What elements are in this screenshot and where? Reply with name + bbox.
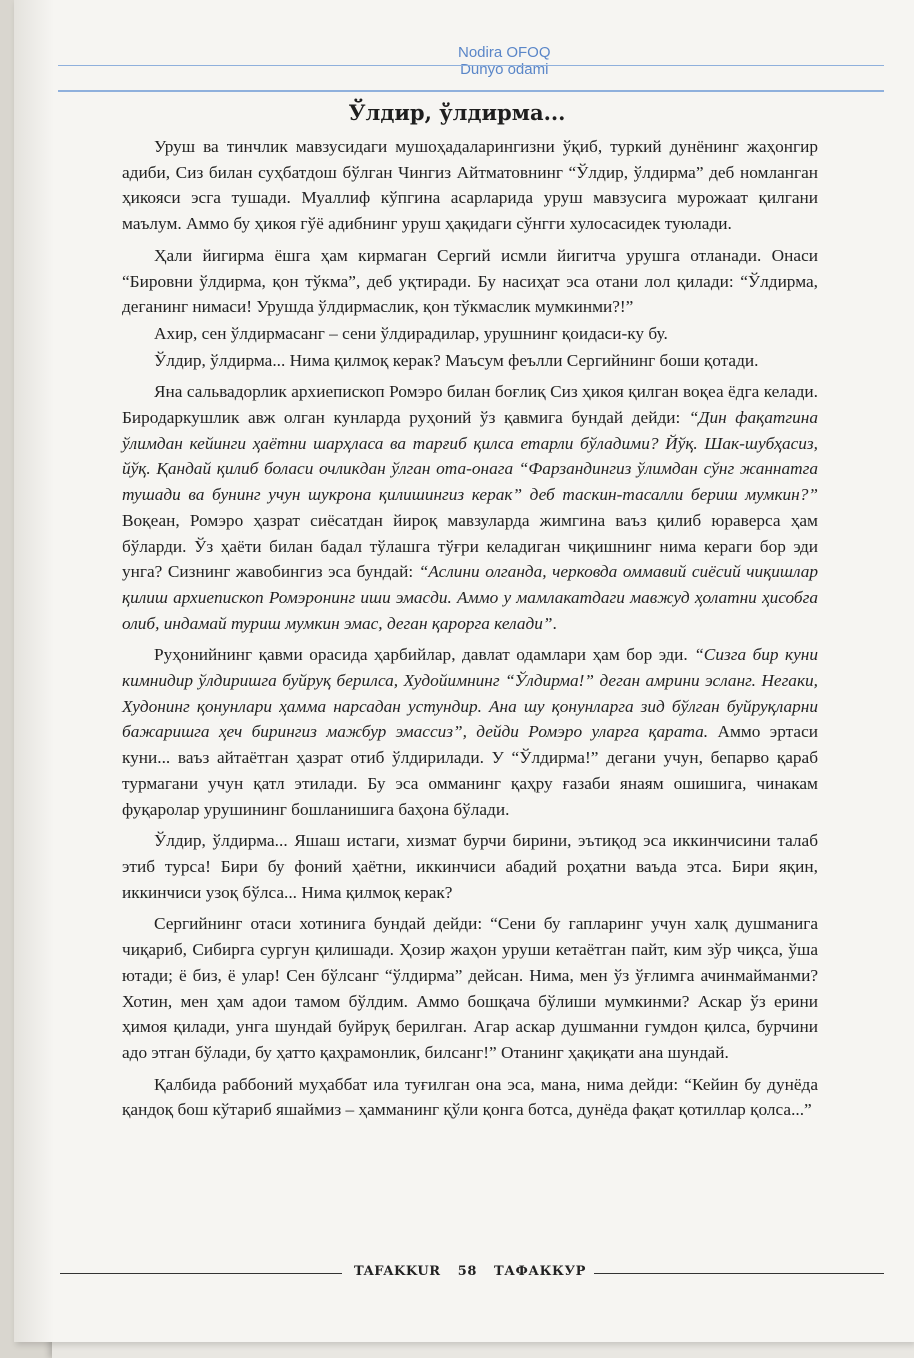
paragraph <box>122 642 818 822</box>
footer-rule-left <box>60 1273 342 1274</box>
footer-text <box>354 1264 586 1279</box>
paragraph <box>122 134 818 237</box>
header-section: Dunyo odami <box>460 61 549 78</box>
header-text <box>458 44 551 78</box>
body-text: Қалбида раббоний муҳаббат ила туғилган она эса, мана, нима дейди: “Кейин бу дунёда қандоқ бош кўтариб яшаймиз – ҳамманинг қўли қонга ботса, дунёда фақат қотиллар қолса...” <box>122 1074 818 1120</box>
body-text: Ахир, сен ўлдирмасанг – сени ўлдирадилар, урушнинг қоидаси-ку бу. <box>154 323 668 343</box>
page-number: 58 <box>457 1264 477 1279</box>
article-body <box>122 134 818 1124</box>
body-text: . <box>552 613 557 633</box>
quote-text: “Дин фақатгина ўлимдан кейинги ҳаётни шарҳласа ва тарғиб қилса етарли бўладими? Йўқ. Шак-шубҳасиз, йўқ. Қандай қилиб боласи очликдан ўлган ота-онага “Фарзандингиз ўлимдан сўнг жаннатга тушади ва бунинг учун шукрона қилишингиз керак” деб таскин-тасалли бериш мумкин?” <box>122 408 818 505</box>
paragraph <box>122 243 818 320</box>
footer-journal-cyrillic: ТАФАККУР <box>494 1264 586 1279</box>
footer-rule-right <box>594 1273 884 1274</box>
body-text: Руҳонийнинг қавми орасида ҳарбийлар, давлат одамлари ҳам бор эди. <box>154 645 695 665</box>
paragraph <box>122 911 818 1065</box>
body-text: Ўлдир, ўлдирма... Нима қилмоқ керак? Маъсум феълли Сергийнинг боши қотади. <box>154 350 759 370</box>
body-text: Уруш ва тинчлик мавзусидаги мушоҳадаларингизни ўқиб, туркий дунёнинг жаҳонгир адиби, Сиз билан суҳбатдош бўлган Чингиз Айтматовнинг “Ўлдир, ўлдирма” деб номланган ҳикояси эсга тушади. Муаллиф кўпгина асарларида уруш мавзусига мурожаат қилгани маълум. Аммо бу ҳикоя гўё адибнинг уруш ҳақидаги сўнгги хулосасидек туюлади. <box>122 137 818 234</box>
paragraph <box>122 828 818 905</box>
article-title: Ўлдир, ўлдирма... <box>348 100 566 125</box>
body-text: Яна сальвадорлик архиепископ Ромэро билан боғлиқ Сиз ҳикоя қилган воқеа ёдга келади. Биродаркушлик авж олган кунларда руҳоний ўз қавмига бундай дейди: <box>122 382 818 428</box>
footer-journal-latin: TAFAKKUR <box>354 1264 441 1279</box>
quote-text: “Сизга бир куни кимнидир ўлдиришга буйруқ берилса, Худойимнинг “Ўлдирма!” деган амрини эсланг. Негаки, Худонинг қонунлари ҳамма нарсадан устундир. Ана шу қонунларга зид бўлган буйруқларни бажаришга ҳеч бирингиз мажбур эмассиз”, дейди Ромэро уларга қарата. <box>122 645 819 742</box>
quote-text: “Аслини олганда, черковда оммавий сиёсий чиқишлар қилиш архиепископ Ромэронинг иши эмасди. Аммо у мамлакатдаги мавжуд ҳолатни ҳисобга олиб, индамай туриш мумкин эмас, деган қарорга келади” <box>122 562 818 633</box>
body-text: Сергийнинг отаси хотинига бундай дейди: “Сени бу гапларинг учун халқ душманига чиқариб, Сибирга сургун қилишади. Ҳозир жаҳон уруши кетаётган пайт, ким зўр чиқса, ўша ютади; ё биз, ё улар! Сен бўлсанг “ўлдирма” дейсан. Нима, мен ўз ўғлимга ачинмайманми? Хотин, мен ҳам адои тамом бўлдим. Аммо бошқача бўлиши мумкинми? Аскар ўз ерини ҳимоя қилади, унга шундай буйруқ берилган. Агар аскар душманни гумдон қилса, бурчини адо этган бўлади, бу ҳатто қаҳрамонлик, билсанг!” Отанинг ҳақиқати ана шундай. <box>122 914 818 1062</box>
paragraph <box>122 321 818 347</box>
body-text: Ўлдир, ўлдирма... Яшаш истаги, хизмат бурчи бирини, эътиқод эса иккинчисини талаб этиб турса! Бири бу фоний ҳаётни, иккинчиси абадий роҳатни ваъда этса. Бири яқин, иккинчиси узоқ бўлса... Нима қилмоқ керак? <box>122 831 818 902</box>
header-divider <box>58 65 884 66</box>
body-text: Ҳали йигирма ёшга ҳам кирмаган Сергий исмли йигитча урушга отланади. Онаси “Бировни ўлдирма, қон тўкма”, деб уқтиради. Бу насиҳат эса отани лол қилади: “Ўлдирма, деганинг нимаси! Урушда ўлдирмаслик, қон тўкмаслик мумкинми?!” <box>122 245 818 317</box>
paragraph <box>122 348 818 374</box>
page-header <box>58 40 884 92</box>
body-text: Аммо эртаси куни... ваъз айтаётган ҳазрат отиб ўлдирилади. У “Ўлдирма!” дегани учун, бепарво қараб турмагани учун қатл этилади. Бу эса омманинг қаҳру ғазаби янаям ошишига, чинакам фуқаролар урушининг бошланишига баҳона бўлади. <box>122 722 818 819</box>
paragraph <box>122 1072 818 1123</box>
paragraph <box>122 379 818 636</box>
header-author: Nodira OFOQ <box>458 44 551 61</box>
body-text: Воқеан, Ромэро ҳазрат сиёсатдан йироқ мавзуларда жимгина ваъз қилиб юраверса ҳам бўларди. Ўз ҳаёти билан бадал тўлашга тўғри келадиган чиқишнинг нима кераги бор эди унга? Сизнинг жавобингиз эса бундай: <box>122 510 818 582</box>
page-footer <box>60 1264 884 1284</box>
